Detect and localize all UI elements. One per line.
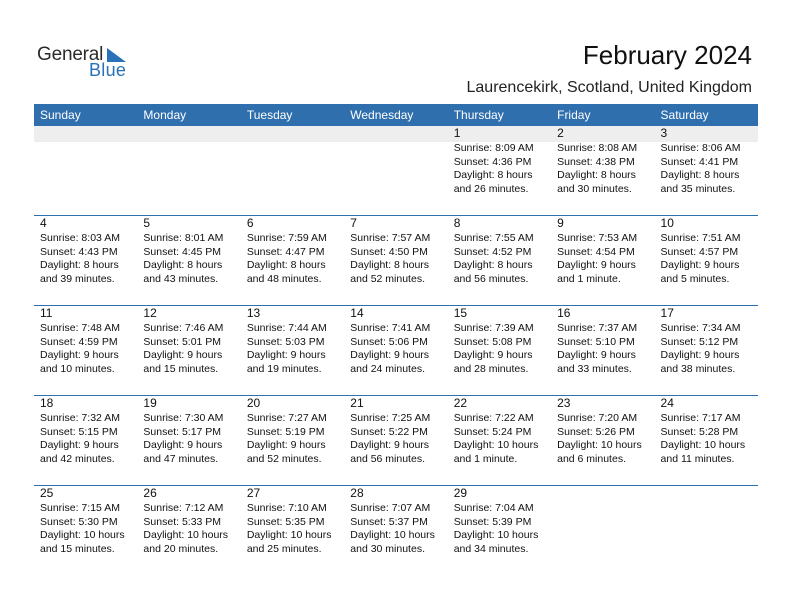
sunset-text: Sunset: 5:22 PM: [350, 425, 428, 438]
day-cell: [448, 216, 551, 286]
daylight-text: Daylight: 8 hours: [246, 259, 326, 271]
daylight-minutes-text: and 1 minute.: [557, 272, 621, 285]
daylight-text: Daylight: 9 hours: [40, 439, 119, 451]
empty-day-cell: [655, 486, 758, 556]
week-row: [34, 486, 758, 556]
day-number: 11: [40, 306, 53, 320]
daylight-minutes-text: and 11 minutes.: [660, 452, 735, 465]
daylight-minutes-text: and 25 minutes.: [246, 542, 322, 555]
day-number: 3: [660, 126, 668, 140]
daylight-minutes-text: and 52 minutes.: [350, 272, 425, 285]
day-number: 17: [660, 306, 674, 320]
empty-day-cell: [241, 126, 344, 196]
daylight-text: Daylight: 9 hours: [143, 349, 223, 361]
daylight-minutes-text: and 30 minutes.: [557, 182, 632, 195]
day-number: 25: [40, 486, 54, 500]
sunrise-text: Sunrise: 8:09 AM: [453, 142, 534, 154]
daylight-minutes-text: and 19 minutes.: [246, 362, 322, 375]
sunset-text: Sunset: 4:52 PM: [453, 245, 532, 258]
day-number: 10: [660, 216, 674, 230]
sunset-text: Sunset: 5:26 PM: [557, 425, 635, 438]
daylight-minutes-text: and 47 minutes.: [143, 452, 219, 465]
daylight-minutes-text: and 5 minutes.: [660, 272, 730, 285]
sunrise-text: Sunrise: 7:46 AM: [143, 322, 224, 334]
weekday-monday: Monday: [143, 108, 187, 122]
daylight-minutes-text: and 56 minutes.: [453, 272, 529, 285]
day-cell: [137, 486, 240, 556]
weekday-sunday: Sunday: [40, 108, 81, 122]
daylight-minutes-text: and 15 minutes.: [40, 542, 115, 555]
day-band: [241, 126, 344, 142]
daylight-minutes-text: and 48 minutes.: [246, 272, 322, 285]
sunset-text: Sunset: 4:41 PM: [660, 155, 739, 168]
sunrise-text: Sunrise: 7:34 AM: [660, 322, 741, 334]
weekday-header: [34, 104, 758, 126]
daylight-minutes-text: and 39 minutes.: [40, 272, 115, 285]
day-number: 9: [557, 216, 564, 230]
daylight-text: Daylight: 9 hours: [660, 349, 740, 361]
day-cell: [34, 216, 137, 286]
daylight-text: Daylight: 9 hours: [350, 439, 430, 451]
daylight-minutes-text: and 56 minutes.: [350, 452, 425, 465]
day-number: 13: [246, 306, 261, 320]
week-row: [34, 306, 758, 376]
sunset-text: Sunset: 5:08 PM: [453, 335, 532, 348]
sunrise-text: Sunrise: 7:30 AM: [143, 412, 224, 424]
day-cell: [137, 216, 240, 286]
sunrise-text: Sunrise: 7:07 AM: [350, 502, 431, 514]
weekday-wednesday: Wednesday: [350, 108, 414, 122]
day-cell: [344, 396, 447, 466]
day-cell: [448, 486, 551, 556]
day-cell: [655, 126, 758, 196]
sunrise-text: Sunrise: 7:15 AM: [40, 502, 120, 514]
daylight-minutes-text: and 30 minutes.: [350, 542, 425, 555]
daylight-minutes-text: and 10 minutes.: [40, 362, 115, 375]
sunset-text: Sunset: 5:33 PM: [143, 515, 222, 528]
sunrise-text: Sunrise: 7:17 AM: [660, 412, 741, 424]
day-cell: [448, 396, 551, 466]
day-band: [344, 126, 447, 142]
sunrise-text: Sunrise: 7:20 AM: [557, 412, 638, 424]
sunset-text: Sunset: 4:59 PM: [40, 335, 118, 348]
day-number: 26: [143, 486, 157, 500]
day-number: 4: [40, 216, 47, 230]
daylight-text: Daylight: 10 hours: [453, 439, 539, 451]
sunrise-text: Sunrise: 7:57 AM: [350, 232, 431, 244]
sunrise-text: Sunrise: 8:03 AM: [40, 232, 120, 244]
sunrise-text: Sunrise: 7:37 AM: [557, 322, 638, 334]
week-row: [34, 126, 758, 196]
day-cell: [551, 126, 654, 196]
daylight-minutes-text: and 6 minutes.: [557, 452, 626, 465]
day-cell: [344, 216, 447, 286]
daylight-minutes-text: and 20 minutes.: [143, 542, 219, 555]
sunrise-text: Sunrise: 7:22 AM: [453, 412, 534, 424]
daylight-text: Daylight: 10 hours: [350, 529, 435, 541]
daylight-minutes-text: and 33 minutes.: [557, 362, 632, 375]
day-cell: [241, 216, 344, 286]
day-number: 1: [453, 126, 461, 140]
sunrise-text: Sunrise: 7:48 AM: [40, 322, 120, 334]
sunset-text: Sunset: 4:45 PM: [143, 245, 222, 258]
brand-general-text: General: [37, 44, 104, 65]
sunset-text: Sunset: 4:57 PM: [660, 245, 739, 258]
sunset-text: Sunset: 4:38 PM: [557, 155, 635, 168]
day-cell: [241, 306, 344, 376]
day-cell: [241, 486, 344, 556]
day-cell: [34, 486, 137, 556]
daylight-minutes-text: and 1 minute.: [453, 452, 518, 465]
daylight-text: Daylight: 9 hours: [453, 349, 533, 361]
sunrise-text: Sunrise: 7:12 AM: [143, 502, 224, 514]
daylight-minutes-text: and 38 minutes.: [660, 362, 736, 375]
sunset-text: Sunset: 4:54 PM: [557, 245, 635, 258]
day-number: 21: [350, 396, 364, 410]
daylight-text: Daylight: 10 hours: [40, 529, 125, 541]
sunrise-text: Sunrise: 7:04 AM: [453, 502, 534, 514]
day-cell: [448, 126, 551, 196]
weekday-friday: Friday: [557, 108, 591, 122]
day-number: 18: [40, 396, 54, 410]
day-cell: [551, 216, 654, 286]
day-number: 29: [453, 486, 468, 500]
day-cell: [344, 486, 447, 556]
daylight-text: Daylight: 10 hours: [660, 439, 746, 451]
daylight-minutes-text: and 26 minutes.: [453, 182, 529, 195]
sunset-text: Sunset: 5:10 PM: [557, 335, 635, 348]
daylight-text: Daylight: 10 hours: [246, 529, 332, 541]
sunset-text: Sunset: 5:03 PM: [246, 335, 325, 348]
sunrise-text: Sunrise: 7:39 AM: [453, 322, 534, 334]
day-band: [137, 126, 240, 142]
sunset-text: Sunset: 4:36 PM: [453, 155, 532, 168]
daylight-text: Daylight: 8 hours: [453, 259, 533, 271]
sunset-text: Sunset: 5:01 PM: [143, 335, 222, 348]
day-number: 12: [143, 306, 157, 320]
weekday-saturday: Saturday: [660, 108, 709, 122]
weekday-tuesday: Tuesday: [246, 108, 293, 122]
sunset-text: Sunset: 5:06 PM: [350, 335, 428, 348]
sunset-text: Sunset: 4:47 PM: [246, 245, 325, 258]
day-number: 22: [453, 396, 468, 410]
day-number: 24: [660, 396, 674, 410]
sunset-text: Sunset: 4:43 PM: [40, 245, 118, 258]
day-number: 2: [557, 126, 564, 140]
day-number: 20: [246, 396, 261, 410]
day-number: 14: [350, 306, 364, 320]
day-number: 7: [350, 216, 357, 230]
daylight-text: Daylight: 8 hours: [40, 259, 119, 271]
calendar-grid: [34, 104, 758, 555]
day-number: 23: [557, 396, 571, 410]
daylight-minutes-text: and 34 minutes.: [453, 542, 529, 555]
daylight-text: Daylight: 9 hours: [40, 349, 119, 361]
daylight-text: Daylight: 8 hours: [453, 169, 533, 181]
sunrise-text: Sunrise: 7:10 AM: [246, 502, 327, 514]
day-cell: [34, 306, 137, 376]
daylight-text: Daylight: 9 hours: [557, 259, 636, 271]
daylight-text: Daylight: 9 hours: [143, 439, 223, 451]
day-cell: [34, 396, 137, 466]
sunrise-text: Sunrise: 7:27 AM: [246, 412, 327, 424]
daylight-minutes-text: and 35 minutes.: [660, 182, 736, 195]
day-number: 27: [246, 486, 261, 500]
day-cell: [137, 396, 240, 466]
day-number: 8: [453, 216, 461, 230]
sunrise-text: Sunrise: 7:25 AM: [350, 412, 431, 424]
day-cell: [448, 306, 551, 376]
empty-day-cell: [344, 126, 447, 196]
daylight-minutes-text: and 24 minutes.: [350, 362, 425, 375]
daylight-text: Daylight: 10 hours: [557, 439, 642, 451]
day-number: 6: [246, 216, 254, 230]
sunrise-text: Sunrise: 8:08 AM: [557, 142, 638, 154]
daylight-minutes-text: and 43 minutes.: [143, 272, 219, 285]
day-cell: [344, 306, 447, 376]
day-band: [34, 126, 137, 142]
daylight-text: Daylight: 10 hours: [453, 529, 539, 541]
sunrise-text: Sunrise: 7:41 AM: [350, 322, 431, 334]
sunset-text: Sunset: 5:37 PM: [350, 515, 428, 528]
day-number: 15: [453, 306, 468, 320]
sunrise-text: Sunrise: 8:01 AM: [143, 232, 224, 244]
daylight-text: Daylight: 9 hours: [660, 259, 740, 271]
day-number: 28: [350, 486, 364, 500]
sunrise-text: Sunrise: 7:59 AM: [246, 232, 327, 244]
page-title: February 2024: [582, 40, 752, 70]
day-cell: [655, 216, 758, 286]
day-number: 16: [557, 306, 571, 320]
daylight-minutes-text: and 52 minutes.: [246, 452, 322, 465]
sunset-text: Sunset: 5:28 PM: [660, 425, 739, 438]
daylight-text: Daylight: 9 hours: [557, 349, 636, 361]
daylight-minutes-text: and 28 minutes.: [453, 362, 529, 375]
week-row: [34, 396, 758, 466]
daylight-text: Daylight: 9 hours: [246, 439, 326, 451]
empty-day-cell: [551, 486, 654, 556]
brand-blue-text: Blue: [89, 60, 127, 80]
empty-day-cell: [34, 126, 137, 196]
sunset-text: Sunset: 5:24 PM: [453, 425, 532, 438]
sunrise-text: Sunrise: 7:53 AM: [557, 232, 638, 244]
day-number: 5: [143, 216, 151, 230]
daylight-minutes-text: and 42 minutes.: [40, 452, 115, 465]
sunrise-text: Sunrise: 7:32 AM: [40, 412, 120, 424]
location-subtitle: Laurencekirk, Scotland, United Kingdom: [466, 79, 752, 96]
empty-day-cell: [137, 126, 240, 196]
sunset-text: Sunset: 5:17 PM: [143, 425, 222, 438]
sunset-text: Sunset: 5:35 PM: [246, 515, 325, 528]
daylight-text: Daylight: 9 hours: [246, 349, 326, 361]
weekday-thursday: Thursday: [453, 108, 504, 122]
day-cell: [551, 306, 654, 376]
daylight-text: Daylight: 10 hours: [143, 529, 229, 541]
sunset-text: Sunset: 5:15 PM: [40, 425, 118, 438]
sunrise-text: Sunrise: 7:51 AM: [660, 232, 741, 244]
daylight-text: Daylight: 8 hours: [350, 259, 430, 271]
sunset-text: Sunset: 5:30 PM: [40, 515, 118, 528]
daylight-text: Daylight: 8 hours: [143, 259, 223, 271]
sunrise-text: Sunrise: 7:44 AM: [246, 322, 327, 334]
day-cell: [655, 306, 758, 376]
sunset-text: Sunset: 5:12 PM: [660, 335, 739, 348]
daylight-text: Daylight: 8 hours: [557, 169, 636, 181]
sunset-text: Sunset: 5:39 PM: [453, 515, 532, 528]
day-cell: [655, 396, 758, 466]
week-row: [34, 216, 758, 286]
sunrise-text: Sunrise: 7:55 AM: [453, 232, 534, 244]
daylight-minutes-text: and 15 minutes.: [143, 362, 219, 375]
daylight-text: Daylight: 8 hours: [660, 169, 740, 181]
day-cell: [551, 396, 654, 466]
day-number: 19: [143, 396, 157, 410]
day-cell: [137, 306, 240, 376]
sunrise-text: Sunrise: 8:06 AM: [660, 142, 741, 154]
sunset-text: Sunset: 4:50 PM: [350, 245, 428, 258]
day-cell: [241, 396, 344, 466]
daylight-text: Daylight: 9 hours: [350, 349, 430, 361]
brand-logo: [37, 44, 137, 80]
sunset-text: Sunset: 5:19 PM: [246, 425, 325, 438]
